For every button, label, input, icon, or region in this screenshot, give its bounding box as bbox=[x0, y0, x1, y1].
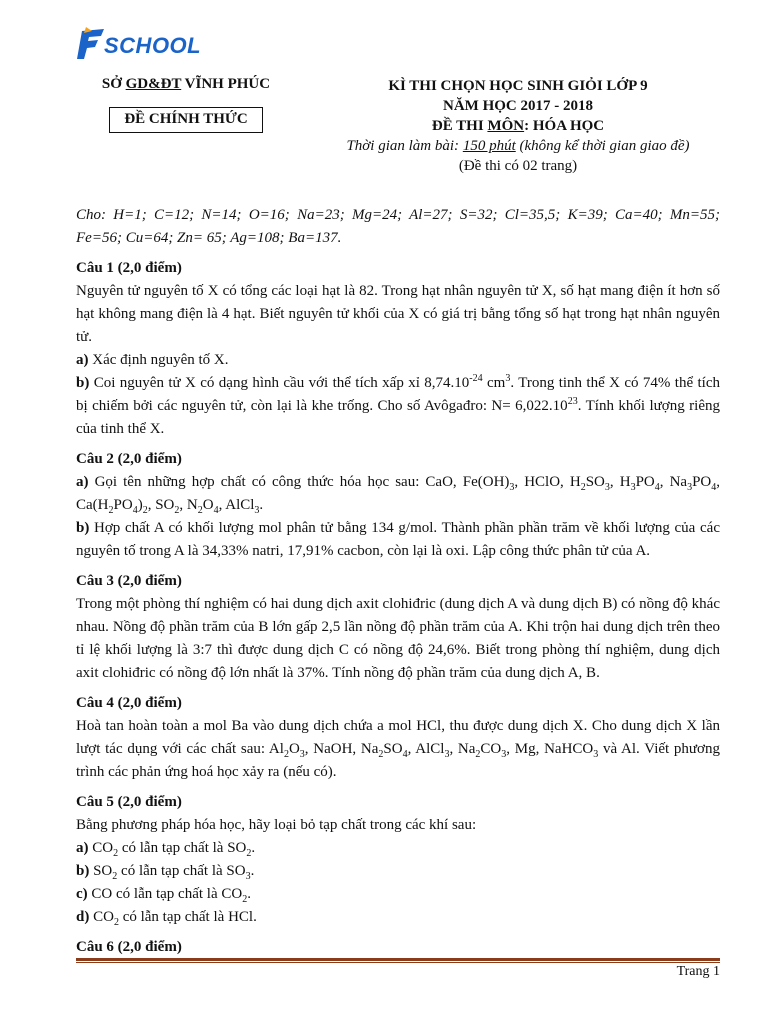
question-3-text: Trong một phòng thí nghiệm có hai dung dịch axit clohiđric (dung dịch A và dung dịch B) có nồng độ khác nhau. Nồng độ phần trăm của B lớn gấp 2,5 lần nồng độ phần trăm của A. Khi trộn hai dung dịch trên theo tỉ lệ khối lượng là 3:7 thì được dung dịch C có nồng độ 24,6%. Biết trong phòng thí nghiệm, dung dịch axit clohiđric có nồng độ lớn nhất là 37%. Tính nồng độ phần trăm của dung dịch A, B. bbox=[76, 596, 720, 681]
question-4-text: Hoà tan hoàn toàn a mol Ba vào dung dịch chứa a mol HCl, thu được dung dịch X. Cho dung dịch X lần lượt tác dụng với các chất sau: $Al_2O_3$, NaOH, $Na_2SO_4$, AlCl$_3$, $Na_2CO_3$, Mg, NaHCO$_3$ và Al. Viết phương trình các phản ứng hoá học xảy ra (nếu có). bbox=[76, 718, 720, 780]
footer-divider bbox=[76, 958, 720, 961]
exam-duration: Thời gian làm bài: 150 phút (không kể thời gian giao đề) bbox=[346, 138, 690, 154]
logo-text: SCHOOL bbox=[104, 33, 202, 58]
exam-subject: ĐỀ THI MÔN: HÓA HỌC bbox=[431, 118, 605, 134]
footer-divider-thin bbox=[76, 962, 720, 963]
page-number: Trang 1 bbox=[676, 964, 720, 979]
question-5d: d) $CO_2$ có lẫn tạp chất là HCl. bbox=[76, 909, 257, 928]
header-right bbox=[318, 76, 718, 176]
atomic-masses: Cho: H=1; C=12; N=14; O=16; Na=23; Mg=24; Al=27; S=32; Cl=35,5; K=39; Ca=40; Mn=55; Fe=56; Cu=64; Zn= 65; Ag=108; Ba=137. bbox=[76, 207, 720, 246]
school-year: NĂM HỌC 2017 - 2018 bbox=[443, 98, 593, 114]
exam-title: KÌ THI CHỌN HỌC SINH GIỎI LỚP 9 bbox=[388, 78, 648, 94]
question-5-title: Câu 5 (2,0 điểm) bbox=[76, 794, 182, 810]
question-1a: a) Xác định nguyên tố X. bbox=[76, 352, 229, 368]
question-4-title: Câu 4 (2,0 điểm) bbox=[76, 695, 182, 711]
question-3-title: Câu 3 (2,0 điểm) bbox=[76, 573, 182, 589]
fschool-logo bbox=[76, 26, 201, 62]
official-exam-box: ĐỀ CHÍNH THỨC bbox=[109, 107, 262, 133]
question-2a: a) Gọi tên những hợp chất có công thức hóa học sau: CaO, $Fe(OH)_3$, HClO, $H_2SO_3$, $H_3PO_4$, $Na_3PO_4$, $Ca(H_2PO_4)_2$, $SO_2$, $N_2O_4$, AlCl$_3$. bbox=[76, 474, 720, 516]
pages-note: (Đề thi có 02 trang) bbox=[458, 158, 578, 174]
question-5b: b) $SO_2$ có lẫn tạp chất là $SO_3$. bbox=[76, 863, 255, 882]
question-1b: b) Coi nguyên tử X có dạng hình cầu với thể tích xấp xỉ $8,74.10^{-24}$ $cm^3$. Trong tinh thể X có 74% thể tích bị chiếm bởi các nguyên tử, còn lại là khe trống. Cho số Avôgađro: $N= 6,022.10^{23}$. Tính khối lượng riêng của tinh thể X. bbox=[76, 373, 720, 437]
fschool-logo-icon bbox=[76, 27, 106, 61]
exam-content bbox=[76, 204, 720, 959]
question-6-title: Câu 6 (2,0 điểm) bbox=[76, 939, 182, 955]
question-2b: b) Hợp chất A có khối lượng mol phân tử bằng 134 g/mol. Thành phần phần trăm về khối lượng của các nguyên tố trong A là 34,33% natri, 17,91% cacbon, còn lại là oxi. Lập công thức phân tử của A. bbox=[76, 520, 720, 559]
question-1-intro: Nguyên tử nguyên tố X có tổng các loại hạt là 82. Trong hạt nhân nguyên tử X, số hạt mang điện ít hơn số hạt không mang điện là 4 hạt. Biết nguyên tử khối của X có giá trị bằng tổng số hạt trong hạt nhân nguyên tử. bbox=[76, 283, 720, 345]
question-1-title: Câu 1 (2,0 điểm) bbox=[76, 260, 182, 276]
question-5-intro: Bằng phương pháp hóa học, hãy loại bỏ tạp chất trong các khí sau: bbox=[76, 817, 477, 833]
question-2-title: Câu 2 (2,0 điểm) bbox=[76, 451, 182, 467]
department-name: SỞ GD&ĐT VĨNH PHÚC bbox=[101, 76, 271, 92]
question-5a: a) $CO_2$ có lẫn tạp chất là $SO_2$. bbox=[76, 840, 256, 859]
question-5c: c) CO có lẫn tạp chất là $CO_2$. bbox=[76, 886, 251, 905]
header-left bbox=[70, 76, 302, 133]
